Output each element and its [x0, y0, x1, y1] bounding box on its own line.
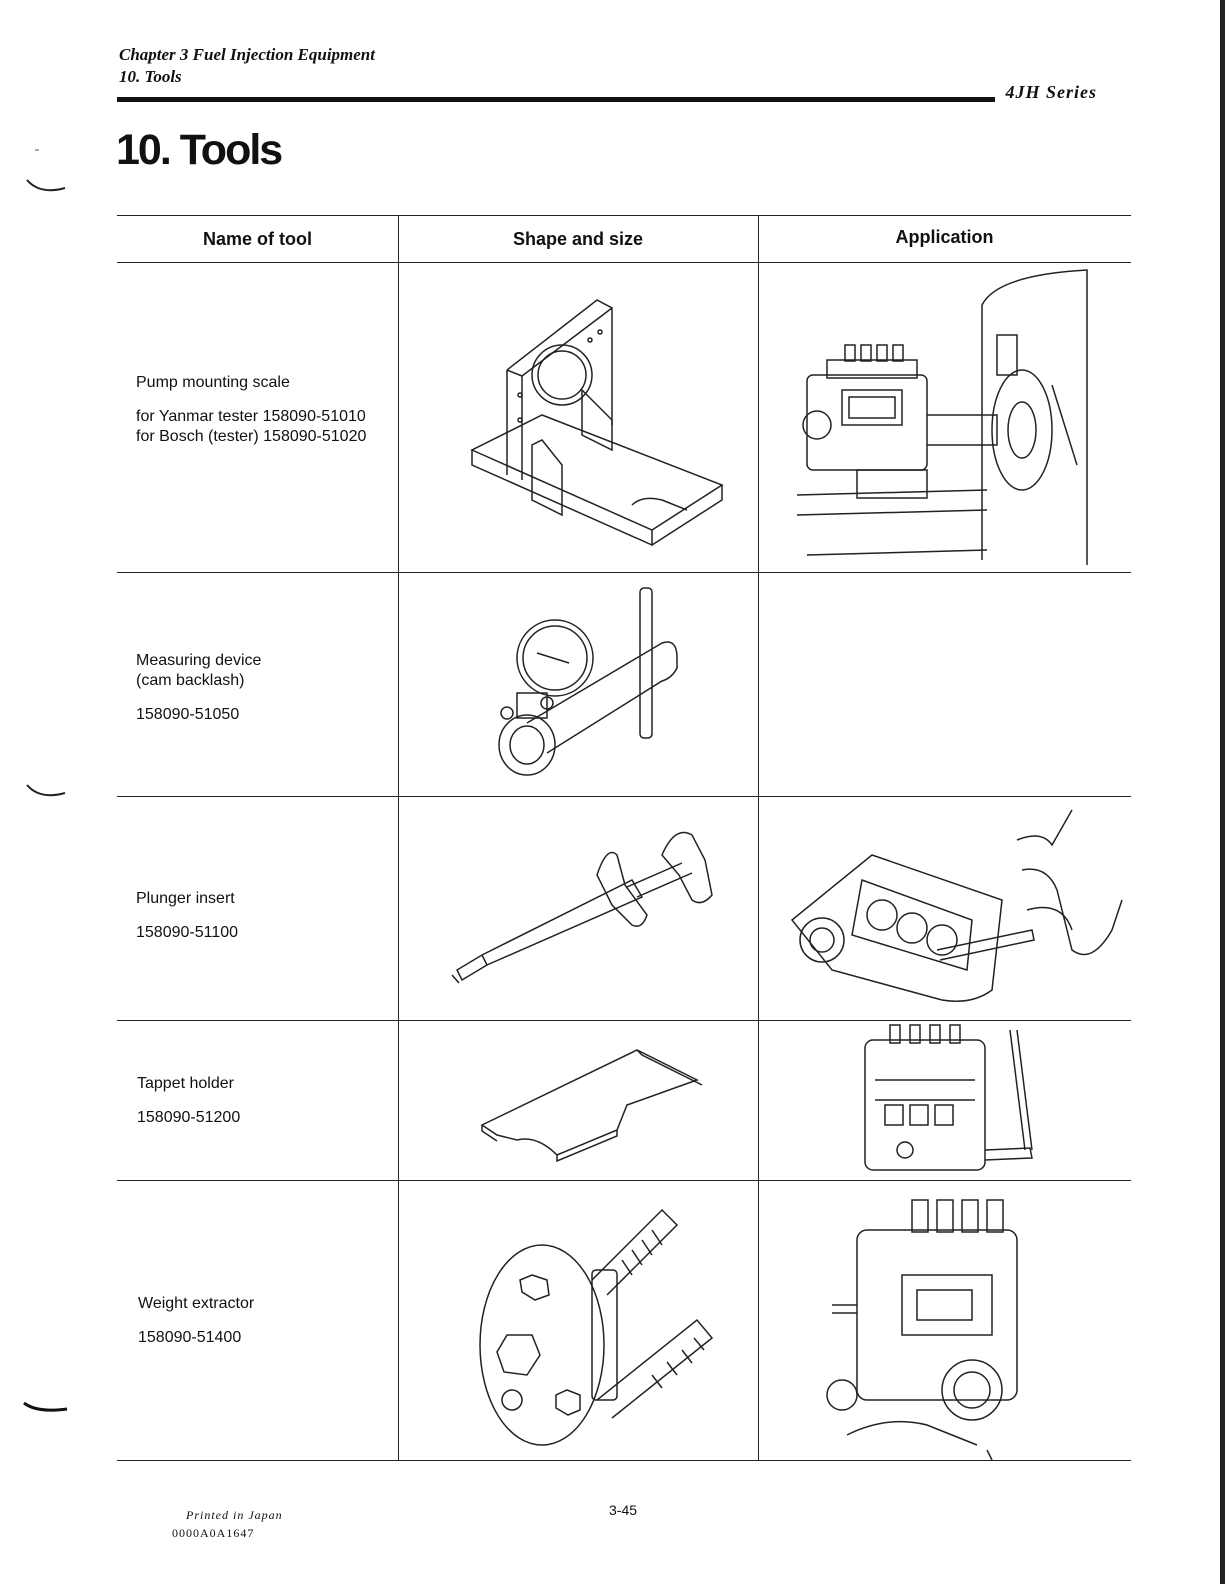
tappet-holder-use-drawing — [845, 1020, 1045, 1180]
binding-mark-top — [25, 140, 75, 200]
printed-in-japan: Printed in Japan — [186, 1508, 283, 1522]
tool-part-number: 158090-51050 — [136, 706, 240, 723]
page-edge — [1220, 0, 1225, 1584]
plunger-insertion-drawing — [772, 800, 1127, 1010]
chapter-title: Chapter 3 Fuel Injection Equipment — [119, 45, 375, 64]
pump-mounting-bracket-drawing — [462, 280, 722, 560]
table-row — [136, 373, 366, 447]
tool-part-number: 158090-51200 — [137, 1109, 241, 1126]
tool-name: Measuring device — [136, 652, 262, 669]
page-number: 3-45 — [609, 1502, 638, 1518]
document-code: 0000A0A1647 — [172, 1526, 255, 1540]
tappet-holder-drawing — [477, 1045, 702, 1165]
table-row — [136, 651, 261, 725]
table-rule-row2 — [117, 796, 1131, 797]
pump-on-tester-drawing — [787, 265, 1122, 570]
table-rule-row4 — [117, 1180, 1131, 1181]
table-rule-row1 — [117, 572, 1131, 573]
table-col-divider-1 — [398, 215, 399, 1460]
tools-table — [117, 215, 1131, 1473]
pump-assembly-drawing — [827, 1195, 1052, 1460]
print-info — [172, 1506, 283, 1542]
page-title: 10. Tools — [116, 126, 282, 174]
tool-name: Pump mounting scale — [136, 374, 290, 391]
series-label: 4JH Series — [1005, 82, 1097, 102]
table-row — [138, 1294, 254, 1348]
tool-part-number: 158090-51100 — [136, 924, 239, 941]
dial-gauge-drawing — [487, 583, 702, 783]
tool-name: Plunger insert — [136, 890, 235, 907]
binding-mark-middle — [25, 775, 75, 805]
table-rule-header — [117, 262, 1131, 263]
col-header-shape: Shape and size — [512, 229, 644, 249]
table-col-divider-2 — [758, 215, 759, 1460]
tool-name: Tappet holder — [137, 1075, 234, 1092]
table-rule-bottom — [117, 1460, 1131, 1461]
tool-detail: for Bosch (tester) 158090-51020 — [136, 428, 367, 445]
section-title: 10. Tools — [119, 67, 182, 86]
tool-name-note: (cam backlash) — [136, 672, 245, 689]
tool-detail: for Yanmar tester 158090-51010 — [136, 408, 366, 425]
binding-mark-bottom — [22, 1395, 72, 1425]
weight-extractor-drawing — [472, 1200, 732, 1450]
running-header — [119, 44, 375, 88]
col-header-name: Name of tool — [202, 229, 312, 249]
table-row — [137, 1074, 240, 1128]
tool-part-number: 158090-51400 — [138, 1329, 242, 1346]
col-header-application: Application — [895, 227, 994, 247]
plunger-insert-drawing — [447, 825, 727, 985]
header-rule — [117, 97, 995, 102]
table-rule-top — [117, 215, 1131, 216]
tool-name: Weight extractor — [138, 1295, 255, 1312]
table-row — [136, 889, 238, 943]
